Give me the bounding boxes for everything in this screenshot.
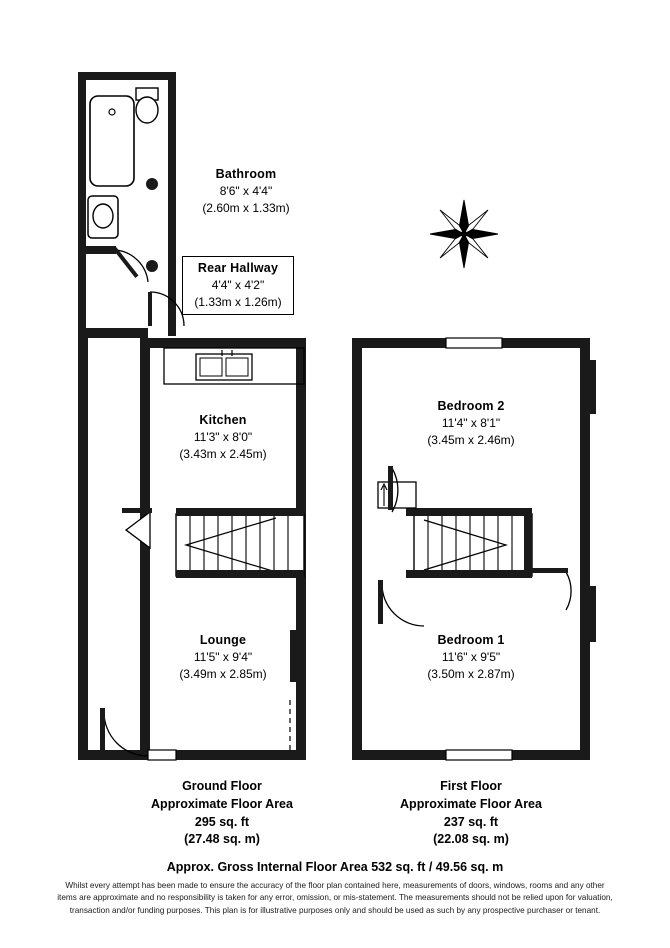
- wall-gf-bath-top: [78, 72, 176, 80]
- floor-title-first: First Floor: [440, 779, 502, 793]
- room-dim-imperial-bathroom: 8'6" x 4'4": [219, 184, 273, 199]
- room-label-lounge: [132, 632, 314, 682]
- door-leaf-bedroom2: [388, 466, 393, 510]
- door-leaf-rear-hallway: [148, 292, 152, 326]
- room-label-bathroom: [182, 166, 310, 216]
- floor-title-ground: Ground Floor: [182, 779, 262, 793]
- gross-internal-area: Approx. Gross Internal Floor Area 532 sq. ft / 49.56 sq. m: [166, 860, 504, 874]
- room-label-bedroom-1: [380, 632, 562, 682]
- chimney-breast-bedroom1: [580, 586, 596, 642]
- wall-gf-bath-right: [168, 72, 176, 254]
- room-dim-metric-bedroom-2: (3.45m x 2.46m): [427, 432, 515, 447]
- compass-rose: [430, 200, 498, 268]
- room-label-rear-hallway: [182, 256, 294, 315]
- toilet-icon: [136, 97, 158, 123]
- door-swing-bedroom1: [382, 584, 424, 626]
- room-dim-imperial-rear-hallway: 4'4" x 4'2": [211, 278, 265, 293]
- room-dim-imperial-bedroom-2: 11'4" x 8'1": [441, 416, 501, 431]
- room-name-bedroom-2: Bedroom 2: [437, 399, 505, 413]
- room-dim-metric-bedroom-1: (3.50m x 2.87m): [427, 666, 515, 681]
- room-dim-metric-rear-hallway: (1.33m x 1.26m): [194, 294, 282, 309]
- floor-area-sqft-ground: 295 sq. ft: [194, 814, 250, 829]
- door-swing-understairs: [126, 512, 150, 548]
- room-label-kitchen: [132, 412, 314, 462]
- room-dim-imperial-bedroom-1: 11'6" x 9'5": [441, 650, 501, 665]
- wall-ff-landing-right: [524, 508, 532, 578]
- floor-summary-ground: [92, 778, 352, 849]
- wall-ff-left-pier: [352, 562, 362, 596]
- wall-gf-outer-left: [78, 328, 88, 760]
- room-dim-metric-kitchen: (3.43m x 2.45m): [179, 446, 267, 461]
- floor-summary-first: [341, 778, 601, 849]
- floor-subtitle-first: Approximate Floor Area: [400, 796, 542, 811]
- chimney-breast-bedroom2: [580, 360, 596, 414]
- wall-gf-bath-bottom-left: [78, 246, 116, 254]
- floor-subtitle-ground: Approximate Floor Area: [151, 796, 293, 811]
- door-swing-cupboard: [566, 572, 571, 610]
- room-name-bedroom-1: Bedroom 1: [437, 633, 505, 647]
- wall-gf-hall-right: [168, 246, 176, 336]
- floor-area-sqm-first: (22.08 sq. m): [433, 832, 509, 847]
- wall-gf-stair-bottom: [176, 570, 304, 578]
- wall-gf-left: [140, 338, 150, 760]
- door-leaf-front: [100, 708, 105, 752]
- washbasin-icon: [93, 204, 113, 228]
- floor-area-sqft-first: 237 sq. ft: [443, 814, 499, 829]
- wall-gf-kitchen-top-left: [78, 328, 148, 338]
- door-swing-rear-hallway: [150, 292, 184, 326]
- staircase-ground: [176, 514, 304, 576]
- wall-gf-kitchen-top: [140, 338, 306, 348]
- room-name-rear-hallway: Rear Hallway: [197, 261, 279, 275]
- floor-area-sqm-ground: (27.48 sq. m): [184, 832, 260, 847]
- room-name-kitchen: Kitchen: [199, 413, 247, 427]
- window-bedroom1: [446, 750, 512, 760]
- room-label-bedroom-2: [380, 398, 562, 448]
- staircase-first: [414, 514, 532, 576]
- wall-gf-bath-left: [78, 72, 86, 336]
- wall-ff-stair-bottom: [406, 570, 532, 578]
- wall-ff-left: [352, 338, 362, 760]
- sink-bowl-right-icon: [226, 358, 248, 376]
- room-name-bathroom: Bathroom: [215, 167, 277, 181]
- room-name-lounge: Lounge: [199, 633, 247, 647]
- wall-ff-stair-top: [406, 508, 532, 516]
- room-dim-metric-lounge: (3.49m x 2.85m): [179, 666, 267, 681]
- wall-gf-stair-top: [176, 508, 304, 516]
- sink-bowl-left-icon: [200, 358, 222, 376]
- room-dim-imperial-kitchen: 11'3" x 8'0": [193, 430, 253, 445]
- room-dim-imperial-lounge: 11'5" x 9'4": [193, 650, 253, 665]
- door-marker-bathroom: [146, 178, 158, 190]
- door-head-understairs: [122, 508, 152, 513]
- front-window-icon: [148, 750, 176, 760]
- window-bedroom2: [446, 338, 502, 348]
- room-dim-metric-bathroom: (2.60m x 1.33m): [202, 200, 290, 215]
- door-marker-hallway: [146, 260, 158, 272]
- door-leaf-bedroom1: [378, 580, 383, 624]
- disclaimer-text: Whilst every attempt has been made to ensure the accuracy of the floor plan contained here, measurements of doors, windows, rooms and any other items are approximate and no responsibility is taken for any error, omission, or mis-statement. The measurements should not be relied upon for valuation, transaction and/or funding purposes. This plan is for illustrative purposes only and should be used as such by any prospective purchaser or tenant.: [57, 881, 613, 915]
- door-head-cupboard: [532, 568, 568, 573]
